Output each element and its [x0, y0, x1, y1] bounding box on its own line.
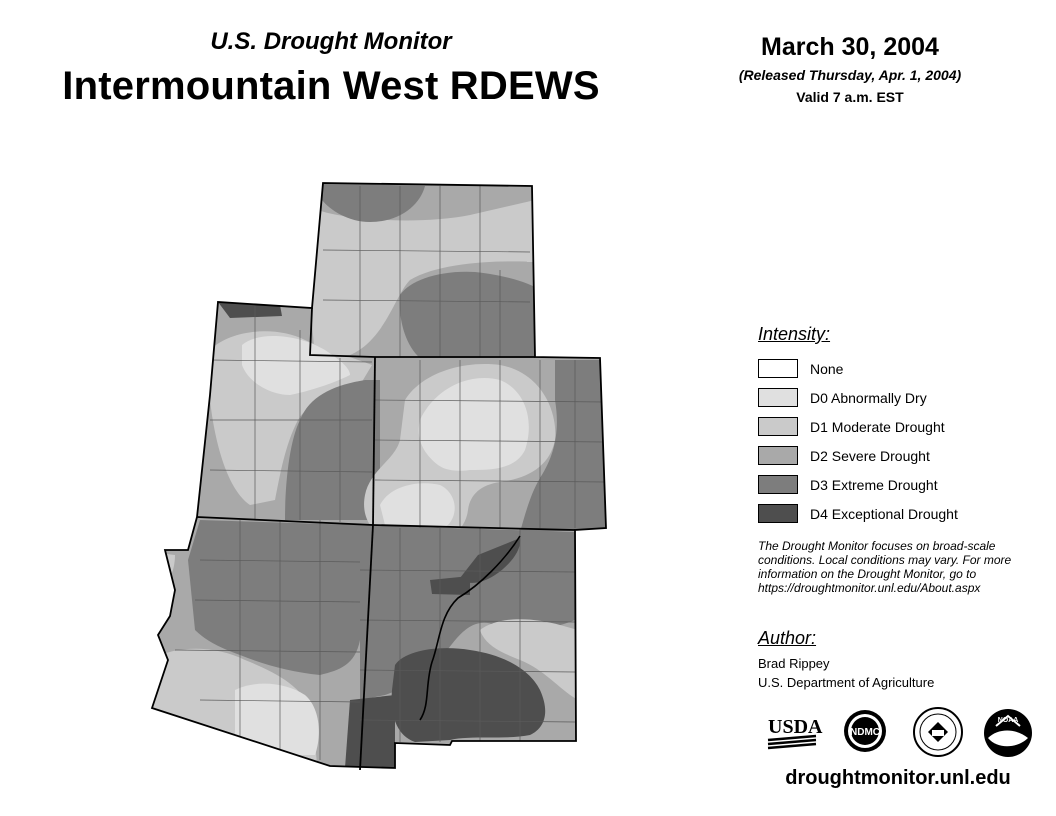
- legend-swatch: [758, 446, 798, 465]
- legend-heading: Intensity:: [758, 324, 831, 344]
- legend-label: D1 Moderate Drought: [810, 418, 945, 435]
- legend-label: D0 Abnormally Dry: [810, 389, 927, 406]
- legend: [758, 324, 1038, 528]
- legend-swatch: [758, 504, 798, 523]
- disclaimer-note: The Drought Monitor focuses on broad-scale conditions. Local conditions may vary. For more information on the Drought Monitor, go to https://droughtmonitor.unl.edu/About.aspx: [758, 539, 1012, 595]
- legend-swatch: [758, 475, 798, 494]
- legend-item-d0: [758, 383, 1038, 412]
- author-name: Brad Rippey: [758, 656, 830, 671]
- noaa-logo: [984, 709, 1032, 757]
- legend-swatch: [758, 417, 798, 436]
- map-subtitle: U.S. Drought Monitor: [210, 28, 452, 55]
- ndmc-logo-text: NDMC: [850, 727, 880, 738]
- legend-item-d3: [758, 470, 1038, 499]
- valid-time: Valid 7 a.m. EST: [796, 89, 904, 105]
- drought-intensity-areas: [140, 170, 620, 780]
- usda-logo-text: USDA: [768, 716, 823, 738]
- legend-label: D2 Severe Drought: [810, 447, 930, 464]
- legend-item-d1: [758, 412, 1038, 441]
- legend-label: None: [810, 360, 844, 377]
- ndmc-logo: [844, 710, 886, 752]
- legend-swatch: [758, 388, 798, 407]
- usda-logo: [768, 716, 823, 748]
- legend-swatch: [758, 359, 798, 378]
- agency-logos: [766, 706, 1046, 762]
- legend-item-d4: [758, 499, 1038, 528]
- website-link[interactable]: droughtmonitor.unl.edu: [785, 767, 1011, 789]
- noaa-logo-text: NOAA: [997, 717, 1019, 724]
- map-date: March 30, 2004: [761, 33, 939, 61]
- map-title: Intermountain West RDEWS: [62, 64, 600, 108]
- legend-label: D4 Exceptional Drought: [810, 505, 958, 522]
- legend-item-d2: [758, 441, 1038, 470]
- legend-item-none: [758, 354, 1038, 383]
- wy-d3-se-area: [400, 272, 540, 358]
- legend-label: D3 Extreme Drought: [810, 476, 938, 493]
- doc-seal-icon: [914, 708, 962, 756]
- release-date: (Released Thursday, Apr. 1, 2004): [738, 67, 962, 83]
- author-organization: U.S. Department of Agriculture: [758, 675, 935, 690]
- author-heading: Author:: [758, 628, 817, 648]
- nm-d4-sw-area: [345, 695, 395, 768]
